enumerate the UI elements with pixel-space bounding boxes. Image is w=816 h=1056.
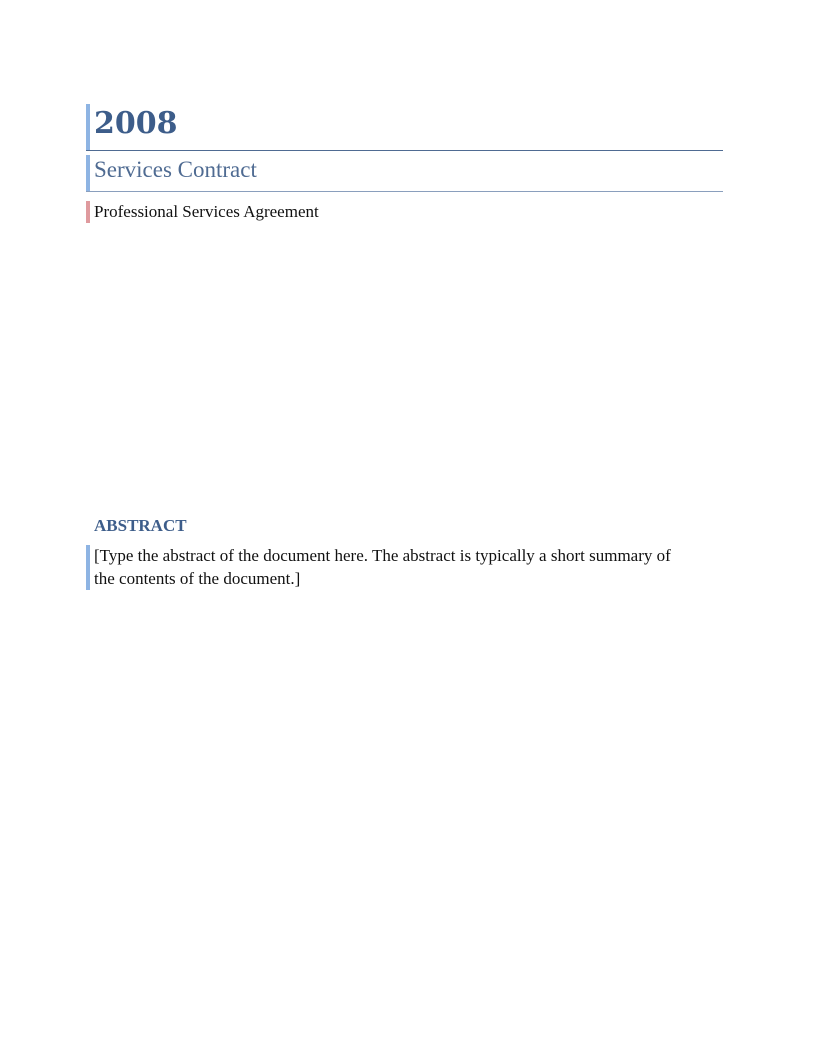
- document-subtitle[interactable]: Professional Services Agreement: [94, 202, 319, 221]
- abstract-accent-bar: [86, 545, 90, 590]
- year-block: [86, 104, 723, 151]
- title-block: [86, 155, 723, 192]
- title-accent-bar: [86, 155, 90, 191]
- subtitle-block: [86, 201, 723, 223]
- subtitle-accent-bar: [86, 201, 90, 223]
- abstract-heading: ABSTRACT: [94, 516, 187, 535]
- cover-year[interactable]: 2008: [94, 106, 178, 141]
- abstract-body[interactable]: [Type the abstract of the document here. The abstract is typically a short summary of the contents of the document.]: [94, 546, 671, 588]
- year-accent-bar: [86, 104, 90, 150]
- document-title[interactable]: Services Contract: [94, 157, 257, 182]
- abstract-block: [86, 545, 723, 590]
